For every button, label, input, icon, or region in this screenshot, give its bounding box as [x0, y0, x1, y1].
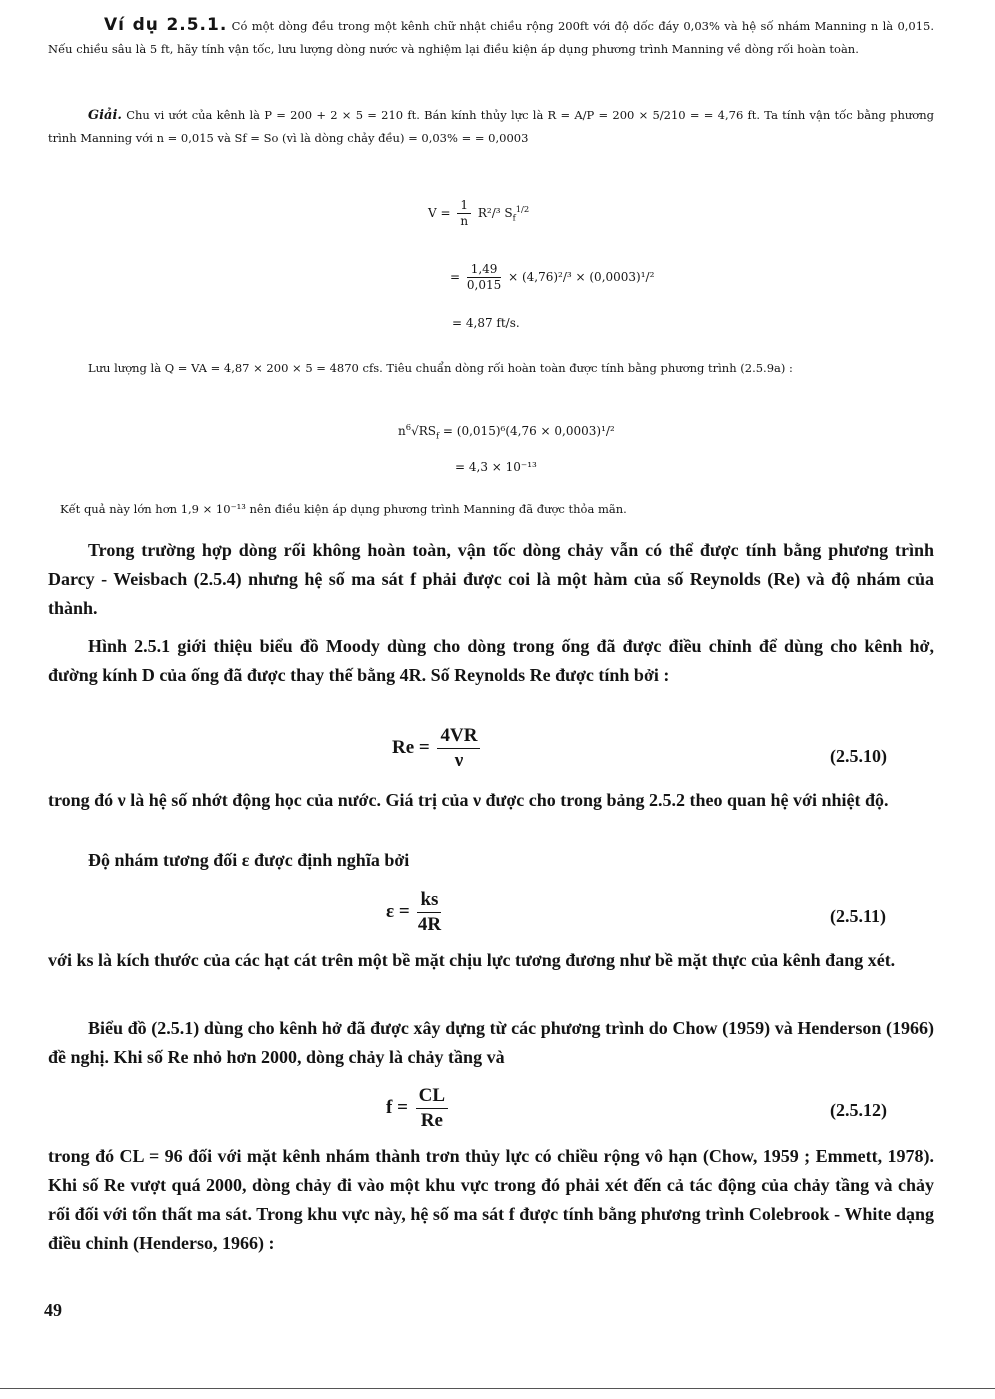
- fraction-1-49-over-0-015: $\frac{1,49}{0,015}$: [466, 262, 502, 292]
- paragraph-sand-grain: với ks là kích thước của các hạt cát trên một bề mặt chịu lực tương đương như bề mặt thực của kênh đang xét.: [48, 950, 896, 970]
- equation-number-2-5-10: (2.5.10): [830, 746, 887, 766]
- equation-number-2-5-11: (2.5.11): [830, 906, 886, 926]
- fraction-1-over-n: $\frac{1}{n}$: [457, 198, 471, 229]
- equation-laminar-friction: f = $\frac{CL}{Re}$: [386, 1084, 451, 1133]
- paragraph-moody-diagram: Hình 2.5.1 giới thiệu biểu đồ Moody dùng cho dòng trong ống đã được điều chỉnh để dùng cho kênh hở, đường kính D của ống đã được thay thế bằng 4R. Số Reynolds Re được tính bởi :: [48, 636, 934, 685]
- paragraph-darcy-weisbach: Trong trường hợp dòng rối không hoàn toàn, vận tốc dòng chảy vẫn có thể được tính bằng phương trình Darcy - Weisbach (2.5.4) nhưng hệ số ma sát f phải được coi là một hàm của số Reynolds (Re) và độ nhám của thành.: [48, 540, 934, 618]
- paragraph-chow-henderson: Biểu đồ (2.5.1) dùng cho kênh hở đã được xây dựng từ các phương trình do Chow (1959) và Henderson (1966) đề nghị. Khi số Re nhỏ hơn 2000, dòng chảy là chảy tầng và: [48, 1018, 934, 1067]
- turbulence-check-result: = 4,3 × 10⁻¹³: [455, 460, 537, 474]
- paragraph-relative-roughness: Độ nhám tương đối ε được định nghĩa bởi: [88, 850, 410, 870]
- solution-text: Chu vi ướt của kênh là P = 200 + 2 × 5 = 210 ft. Bán kính thủy lực là R = A/P = 200 × 5/210 = = 4,76 ft. Ta tính vận tốc bằng phương trình Manning với n = 0,015 và Sf = So (vì là dòng chảy đều) = 0,03% = = 0,0003: [48, 108, 935, 145]
- check-conclusion: Kết quả này lớn hơn 1,9 × 10⁻¹³ nên điều kiện áp dụng phương trình Manning đã được thỏa mãn.: [60, 502, 627, 516]
- velocity-equation-line-1: V = $\frac{1}{n}$ R²/³ $S_f^{1/2}$: [428, 198, 530, 228]
- velocity-result: = 4,87 ft/s.: [452, 316, 520, 330]
- bottom-rule: [0, 1388, 995, 1389]
- equation-relative-roughness: ε = $\frac{ks}{4R}$: [386, 889, 442, 935]
- example-title: Ví dụ 2.5.1.: [104, 15, 228, 35]
- example-text: Có một dòng đều trong một kênh chữ nhật chiều rộng 200ft với độ dốc đáy 0,03% và hệ số nhám Manning n là 0,015. Nếu chiều sâu là 5 ft, hãy tính vận tốc, lưu lượng dòng nước và nghiệm lại điều kiện áp dụng phương trình Manning về dòng rối hoàn toàn.: [48, 19, 935, 56]
- turbulence-check-equation: $n^6√RS_f = (0,015)^6(4,76 \times 0,0003)^1/^2$: [398, 422, 615, 441]
- paragraph-colebrook-white: trong đó CL = 96 đối với mặt kênh nhám thành trơn thủy lực có chiều rộng vô hạn (Chow, 1959 ; Emmett, 1978). Khi số Re vượt quá 2000, dòng chảy đi vào một khu vực trong đó phải xét đến cả tác động của chảy tầng và chảy rối đối với tổn thất ma sát. Trong khu vực này, hệ số ma sát f được tính bằng phương trình Colebrook - White dạng điều chỉnh (Henderso, 1966) :: [48, 1146, 934, 1253]
- equation-reynolds: Re = $\frac{4VR}{\nu}$: [392, 724, 483, 773]
- example-paragraph: [48, 14, 934, 61]
- velocity-equation-line-2: = $\frac{1,49}{0,015}$ × (4,76)²/³ × (0,0003)¹/²: [450, 262, 655, 292]
- discharge-paragraph: Lưu lượng là Q = VA = 4,87 × 200 × 5 = 4870 cfs. Tiêu chuẩn dòng rối hoàn toàn được tính bằng phương trình (2.5.9a) :: [88, 361, 793, 375]
- solution-paragraph: [48, 104, 934, 150]
- paragraph-viscosity: trong đó ν là hệ số nhớt động học của nước. Giá trị của ν được cho trong bảng 2.5.2 theo quan hệ với nhiệt độ.: [48, 790, 889, 810]
- equation-number-2-5-12: (2.5.12): [830, 1100, 887, 1120]
- solution-label: Giải.: [88, 108, 122, 123]
- page-number: 49: [44, 1300, 62, 1320]
